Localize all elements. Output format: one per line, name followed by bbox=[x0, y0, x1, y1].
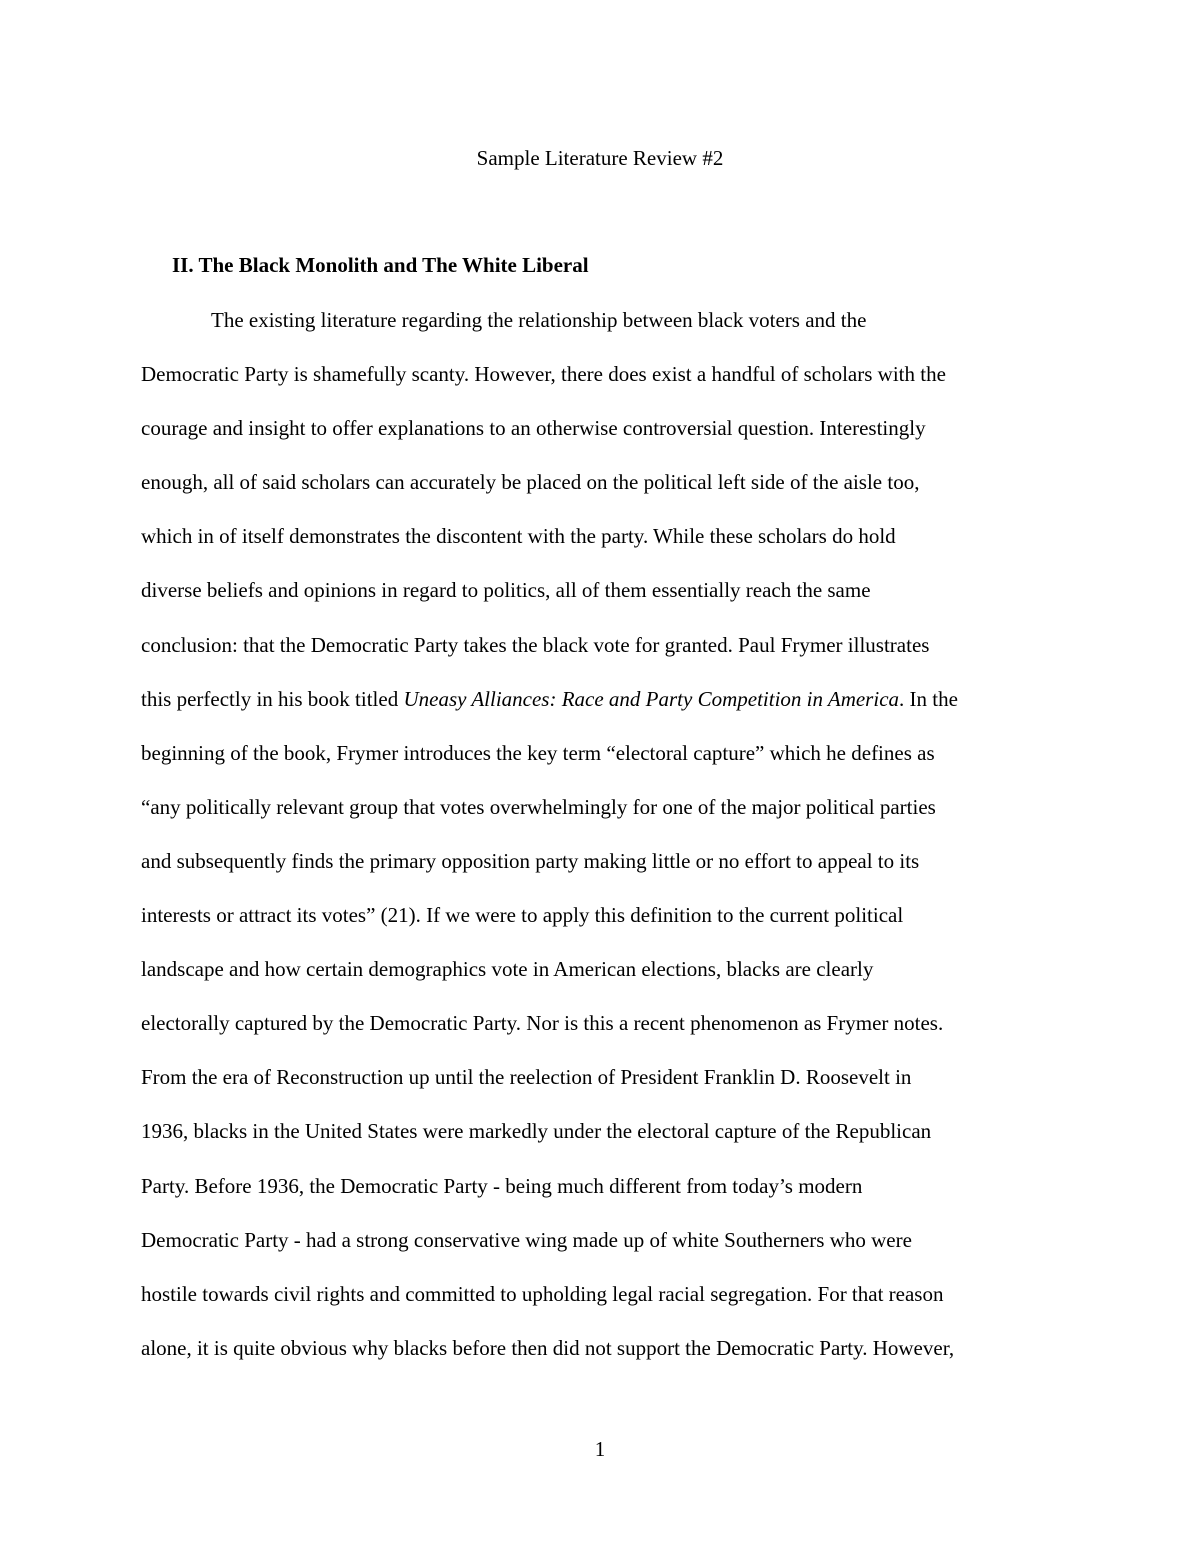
paragraph-line: Democratic Party is shamefully scanty. However, there does exist a handful of scholars with the bbox=[141, 362, 946, 387]
paragraph-line: landscape and how certain demographics vote in American elections, blacks are clearly bbox=[141, 957, 874, 982]
paragraph-line: Democratic Party - had a strong conservative wing made up of white Southerners who were bbox=[141, 1227, 912, 1252]
book-title: Uneasy Alliances: Race and Party Competition in America bbox=[403, 686, 900, 711]
paragraph-line: From the era of Reconstruction up until the reelection of President Franklin D. Roosevelt in bbox=[141, 1065, 912, 1090]
paragraph-line: this perfectly in his book titled Uneasy Alliances: Race and Party Competition in America. In the bbox=[141, 686, 958, 711]
paragraph-line: interests or attract its votes” (21). If we were to apply this definition to the current political bbox=[141, 903, 904, 928]
page-number: 1 bbox=[594, 1437, 606, 1461]
document-title: Sample Literature Review #2 bbox=[476, 146, 724, 170]
paragraph-line: enough, all of said scholars can accurately be placed on the political left side of the aisle too, bbox=[141, 470, 920, 495]
paragraph-line: courage and insight to offer explanations to an otherwise controversial question. Interestingly bbox=[141, 416, 926, 441]
section-heading: II. The Black Monolith and The White Liberal bbox=[172, 253, 589, 277]
paragraph-line: “any politically relevant group that votes overwhelmingly for one of the major political parties bbox=[141, 794, 936, 819]
paragraph-line: which in of itself demonstrates the discontent with the party. While these scholars do hold bbox=[141, 524, 896, 549]
paragraph-line: diverse beliefs and opinions in regard to politics, all of them essentially reach the same bbox=[141, 578, 871, 603]
paragraph-line: Party. Before 1936, the Democratic Party - being much different from today’s modern bbox=[141, 1173, 863, 1198]
body-paragraph bbox=[141, 305, 1061, 1387]
paragraph-line: The existing literature regarding the relationship between black voters and the bbox=[211, 308, 867, 332]
paragraph-line: hostile towards civil rights and committed to upholding legal racial segregation. For that reason bbox=[141, 1281, 944, 1306]
paragraph-line: beginning of the book, Frymer introduces the key term “electoral capture” which he defines as bbox=[141, 740, 935, 765]
paragraph-line: alone, it is quite obvious why blacks before then did not support the Democratic Party. However, bbox=[141, 1335, 955, 1360]
paragraph-line: conclusion: that the Democratic Party takes the black vote for granted. Paul Frymer illustrates bbox=[141, 632, 930, 657]
paragraph-line: electorally captured by the Democratic Party. Nor is this a recent phenomenon as Frymer notes. bbox=[141, 1011, 944, 1036]
paragraph-line: and subsequently finds the primary opposition party making little or no effort to appeal to its bbox=[141, 848, 920, 873]
paragraph-line: 1936, blacks in the United States were markedly under the electoral capture of the Republican bbox=[141, 1119, 932, 1144]
